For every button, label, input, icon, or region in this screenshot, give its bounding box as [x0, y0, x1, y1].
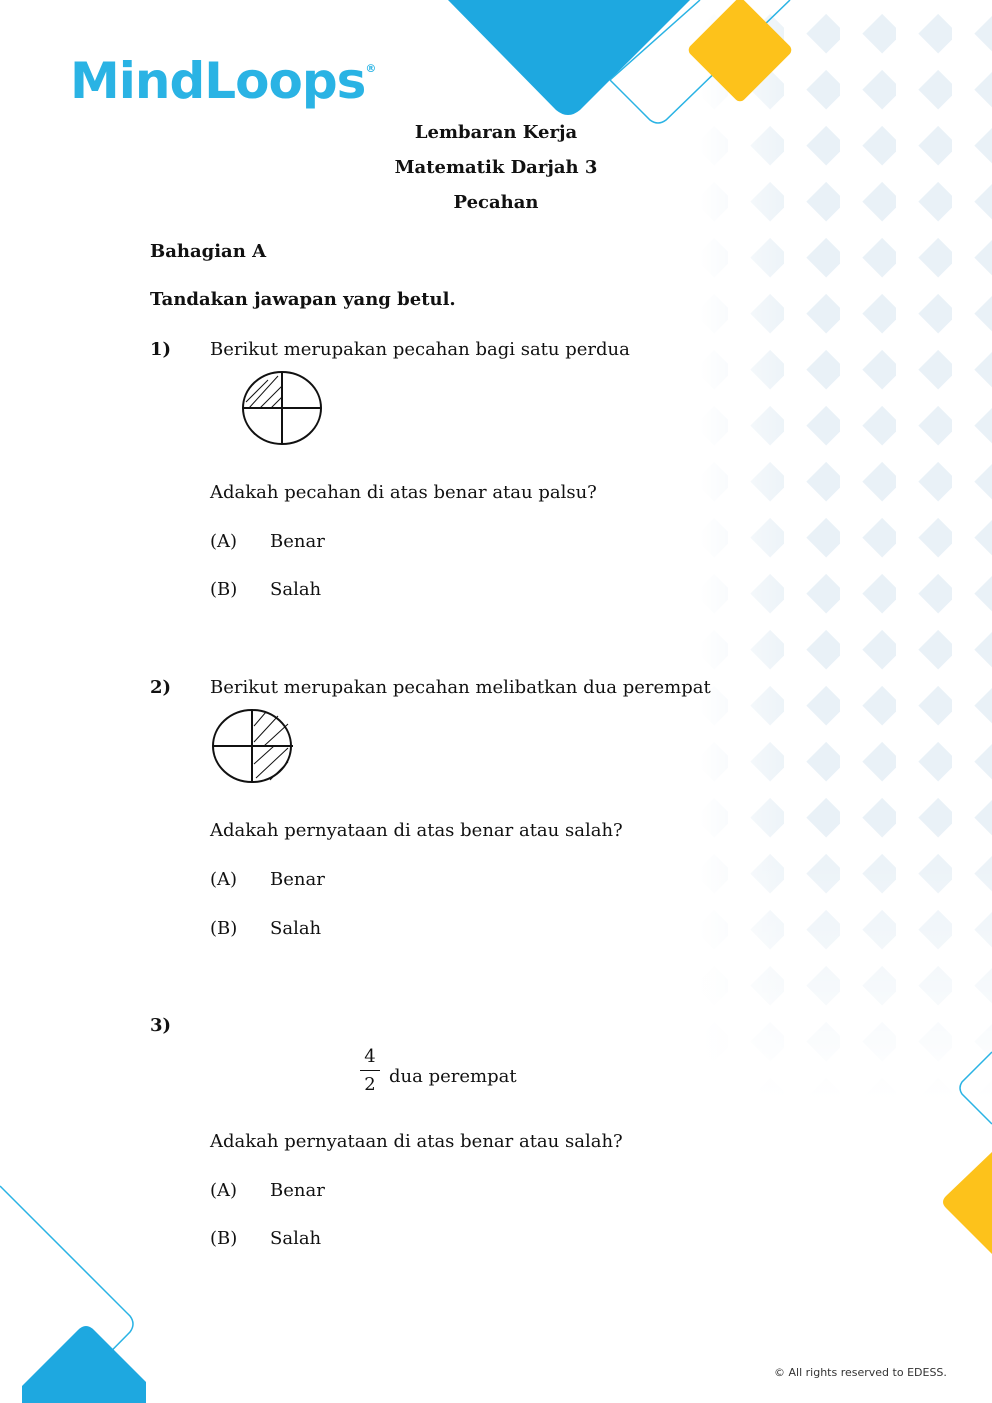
instruction-text: Tandakan jawapan yang betul. — [150, 289, 456, 310]
subject-title: Matematik Darjah 3 — [394, 157, 598, 178]
blue-diamond-bottom — [22, 1326, 146, 1403]
option-text[interactable]: Salah — [270, 1228, 322, 1249]
topic-title: Pecahan — [453, 192, 539, 213]
fraction-bar — [360, 1070, 380, 1071]
option-text[interactable]: Benar — [270, 869, 325, 890]
section-heading: Bahagian A — [150, 241, 267, 262]
blue-triangle-top — [448, 0, 690, 115]
question-prompt: Adakah pernyataan di atas benar atau salah? — [210, 820, 623, 841]
fraction-label: dua perempat — [389, 1066, 517, 1087]
option-letter[interactable]: (A) — [210, 869, 238, 890]
worksheet-title: Lembaran Kerja — [414, 122, 578, 143]
option-text[interactable]: Salah — [270, 579, 322, 600]
question-prompt: Adakah pernyataan di atas benar atau salah? — [210, 1131, 623, 1152]
circle-diagram-one-quarter — [238, 368, 328, 448]
question-prompt: Adakah pecahan di atas benar atau palsu? — [210, 482, 597, 503]
copyright-footer: © All rights reserved to EDESS. — [774, 1366, 947, 1379]
yellow-diamond-right — [943, 1152, 992, 1254]
option-letter[interactable]: (B) — [210, 918, 238, 939]
option-text[interactable]: Salah — [270, 918, 322, 939]
question-statement: Berikut merupakan pecahan bagi satu perdua — [210, 339, 630, 360]
mindloops-logo — [70, 52, 375, 110]
question-number: 3) — [150, 1015, 172, 1036]
option-letter[interactable]: (A) — [210, 1180, 238, 1201]
option-text[interactable]: Benar — [270, 531, 325, 552]
fraction-denominator: 2 — [364, 1074, 376, 1095]
logo-text: MindLoops — [70, 52, 366, 110]
fraction-numerator: 4 — [364, 1046, 376, 1067]
option-text[interactable]: Benar — [270, 1180, 325, 1201]
option-letter[interactable]: (B) — [210, 1228, 238, 1249]
registered-mark: ® — [365, 62, 376, 75]
question-number: 2) — [150, 677, 172, 698]
question-statement: Berikut merupakan pecahan melibatkan dua perempat — [210, 677, 711, 698]
option-letter[interactable]: (A) — [210, 531, 238, 552]
question-number: 1) — [150, 339, 172, 360]
circle-diagram-two-quarters — [208, 706, 298, 786]
fraction — [360, 1046, 380, 1095]
option-letter[interactable]: (B) — [210, 579, 238, 600]
